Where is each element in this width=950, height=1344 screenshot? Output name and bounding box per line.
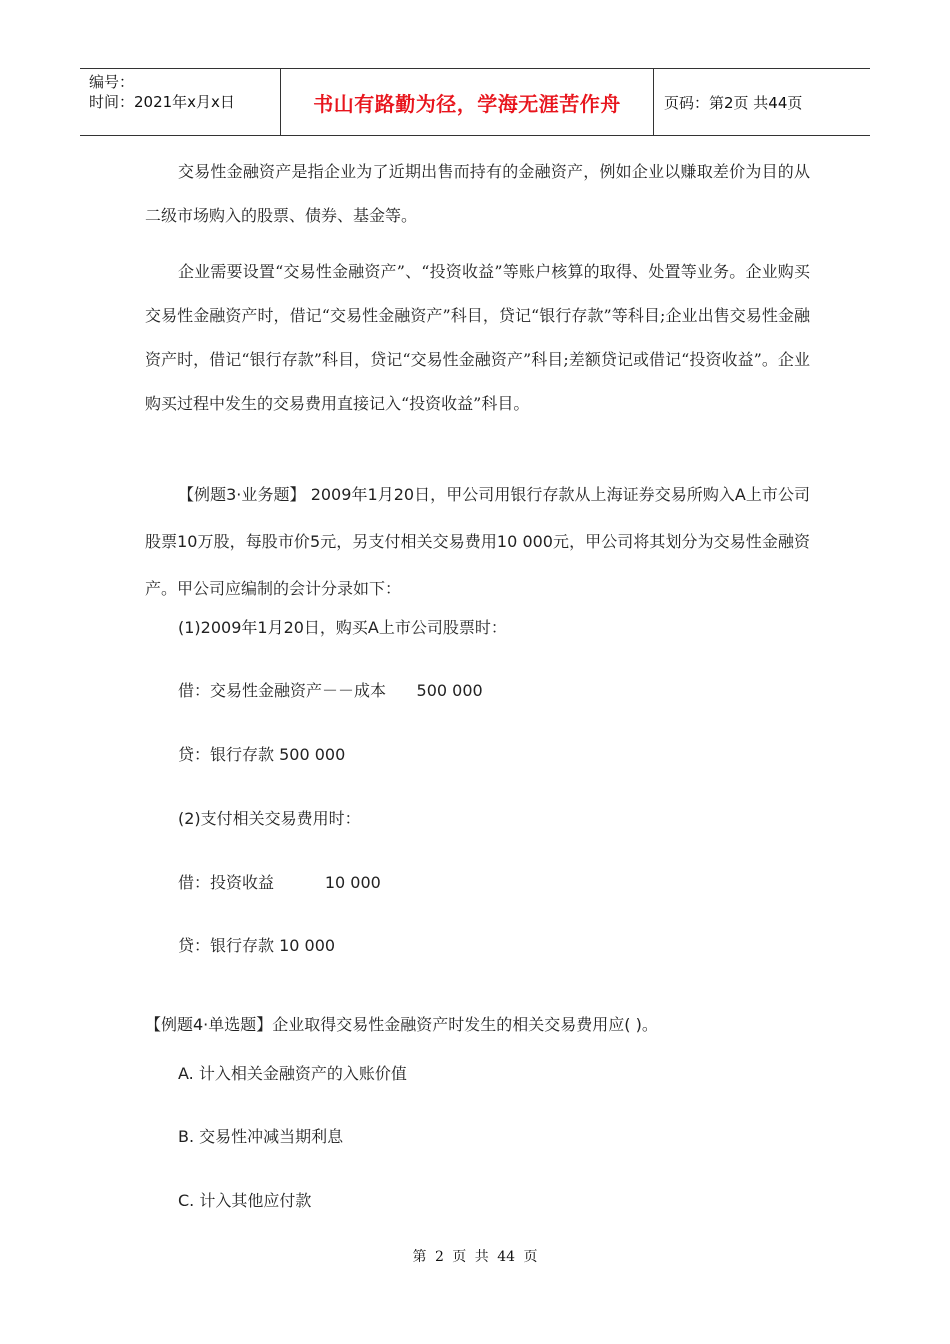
time-label: 时间：2021年x月x日 <box>89 93 235 111</box>
step-1-line: (1)2009年1月20日，购买A上市公司股票时： <box>178 618 507 637</box>
option-a: A. 计入相关金融资产的入账价值 <box>178 1064 407 1083</box>
document-body <box>145 150 810 1210</box>
option-b: B. 交易性冲减当期利息 <box>178 1127 344 1146</box>
example-3-text: 【例题3·业务题】 2009年1月20日，甲公司用银行存款从上海证券交易所购入A上市公司股票10万股，每股市价5元，另支付相关交易费用10 000元，甲公司将其划分为交易性金融资产。甲公司应编制的会计分录如下： <box>145 485 810 598</box>
debit-entry-2: 借：投资收益 10 000 <box>178 873 381 892</box>
option-c: C. 计入其他应付款 <box>178 1191 312 1210</box>
paragraph-definition: 交易性金融资产是指企业为了近期出售而持有的金融资产，例如企业以赚取差价为目的从二级市场购入的股票、债券、基金等。 <box>145 162 810 225</box>
credit-entry-2: 贷：银行存款 10 000 <box>178 936 336 955</box>
step-2-line: (2)支付相关交易费用时： <box>178 809 361 828</box>
example-4-question: 【例题4·单选题】企业取得交易性金融资产时发生的相关交易费用应( )。 <box>145 1015 658 1034</box>
debit-entry-1: 借：交易性金融资产－－成本 500 000 <box>178 681 483 700</box>
header-page-info: 页码：第2页 共44页 <box>664 93 803 112</box>
header-meta-cell <box>80 69 281 135</box>
header-motto: 书山有路勤为径，学海无涯苦作舟 <box>281 69 654 135</box>
page-footer: 第 2 页 共 44 页 <box>412 1249 538 1265</box>
paragraph-accounts: 企业需要设置“交易性金融资产”、“投资收益”等账户核算的取得、处置等业务。企业购买交易性金融资产时，借记“交易性金融资产”科目，贷记“银行存款”等科目;企业出售交易性金融资产时，借记“银行存款”科目，贷记“交易性金融资产”科目;差额贷记或借记“投资收益”。企业购买过程中发生的交易费用直接记入“投资收益”科目。 <box>145 262 810 413</box>
code-label: 编号： <box>89 73 135 91</box>
page-header <box>80 68 870 136</box>
credit-entry-1: 贷：银行存款 500 000 <box>178 745 346 764</box>
